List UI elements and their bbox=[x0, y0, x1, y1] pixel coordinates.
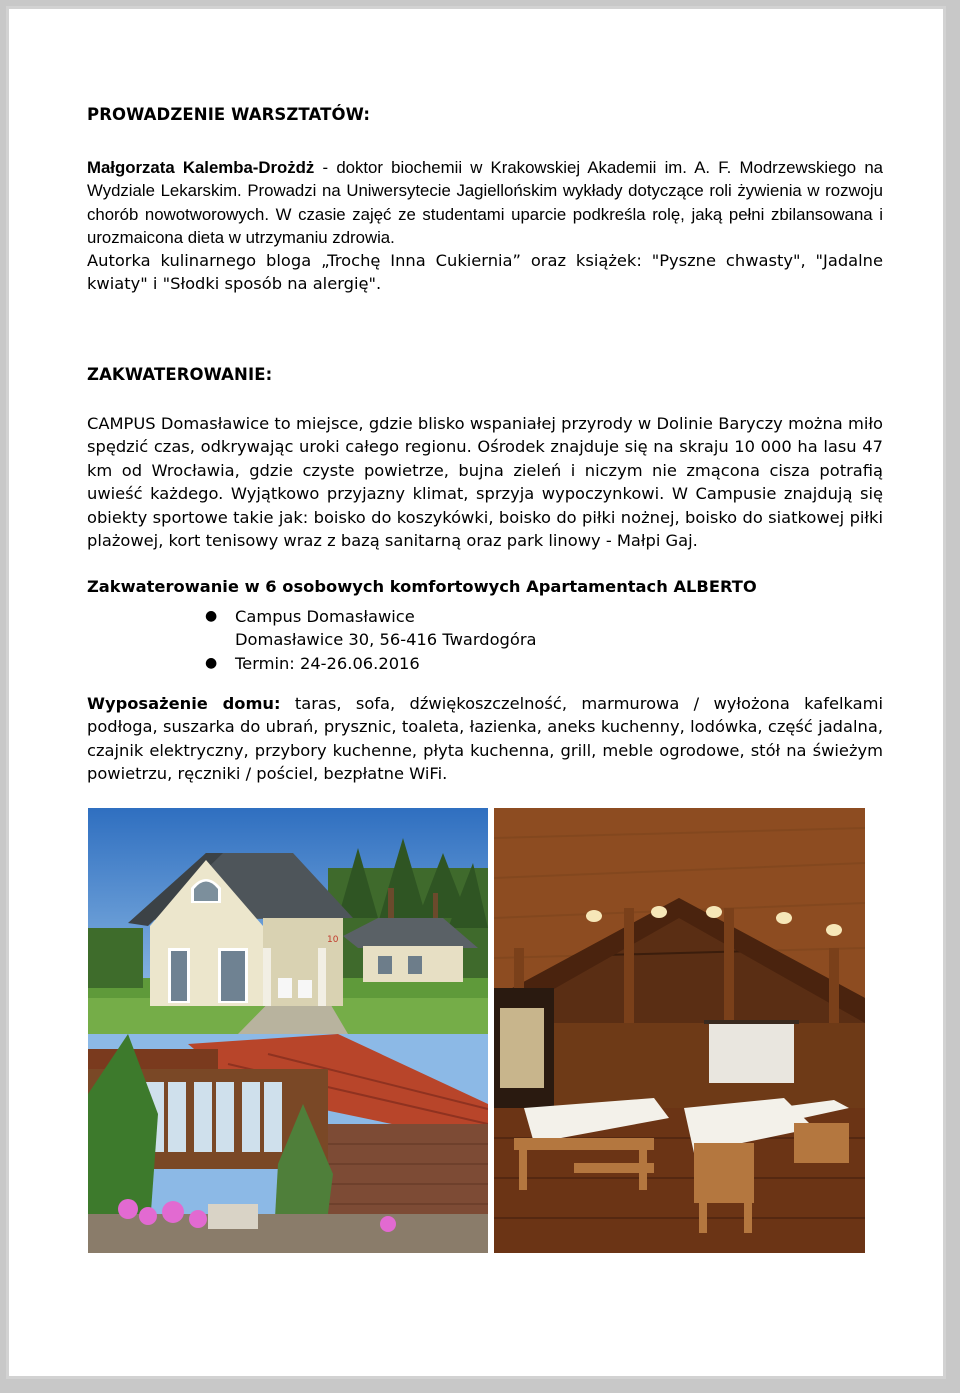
equipment-label: Wyposażenie domu: bbox=[87, 694, 281, 713]
photo-wooden-building bbox=[88, 1034, 488, 1253]
presenter-name: Małgorzata Kalemba-Drożdż bbox=[87, 158, 315, 177]
address-list bbox=[87, 605, 883, 675]
house-number: 10 bbox=[327, 935, 339, 945]
campus-name: Campus Domasławice bbox=[235, 607, 415, 626]
campus-description: CAMPUS Domasławice to miejsce, gdzie blisko wspaniałej przyrody w Dolinie Baryczy można miło spędzić czas, odkrywając uroki całego regionu. Ośrodek znajduje się na skraju 10 000 ha lasu 47 km od Wrocławia, gdzie czyste powietrze, bujna zieleń i niczym nie zmącona cisza potrafią uwieść każdego. Wyjątkowo przyjazny klimat, sprzyja wypoczynkowi. W Campusie znajdują się obiekty sportowe takie jak: boisko do koszykówki, boisko do piłki nożnej, boisko do siatkowej piłki plażowej, kort tenisowy wraz z bazą sanitarną oraz park linowy - Małpi Gaj. bbox=[87, 414, 883, 551]
equipment-paragraph bbox=[87, 692, 883, 786]
document-page bbox=[6, 6, 946, 1379]
photo-hall-interior bbox=[494, 808, 865, 1253]
list-item bbox=[87, 605, 883, 652]
workshop-heading: PROWADZENIE WARSZTATÓW: bbox=[87, 105, 371, 124]
workshop-bio bbox=[87, 156, 883, 250]
bullet-icon: ● bbox=[205, 654, 218, 671]
accommodation-heading: ZAKWATEROWANIE: bbox=[87, 365, 273, 384]
accommodation-subheading: Zakwaterowanie w 6 osobowych komfortowych Apartamentach ALBERTO bbox=[87, 577, 757, 596]
campus-address: Domasławice 30, 56-416 Twardogóra bbox=[235, 630, 537, 650]
author-info: Autorka kulinarnego bloga „Trochę Inna Cukiernia” oraz książek: "Pyszne chwasty", "Jadalne kwiaty" i "Słodki sposób na alergię". bbox=[87, 251, 883, 294]
presenter-bio-text: - doktor biochemii w Krakowskiej Akademii im. A. F. Modrzewskiego na Wydziale Lekarskim. Prowadzi na Uniwersytecie Jagiellońskim wykłady dotyczące roli żywienia w rozwoju chorób nowotworowych. W czasie zajęć ze studentami uparcie podkreśla rolę, jaką pełni zbilansowana i urozmaicona dieta w utrzymaniu zdrowia. bbox=[87, 158, 883, 248]
list-item bbox=[87, 652, 883, 675]
equipment-text: taras, sofa, dźwiękoszczelność, marmurowa / wyłożona kafelkami podłoga, suszarka do ubrań, prysznic, toaleta, łazienka, aneks kuchenny, lodówka, część jadalna, czajnik elektryczny, przybory kuchenne, płyta kuchenna, grill, meble ogrodowe, stół na świeżym powietrzu, ręczniki / pościel, bezpłatne WiFi. bbox=[87, 694, 883, 784]
event-date: Termin: 24-26.06.2016 bbox=[235, 653, 420, 673]
photo-cottages bbox=[88, 808, 488, 1034]
bullet-icon: ● bbox=[205, 608, 218, 624]
